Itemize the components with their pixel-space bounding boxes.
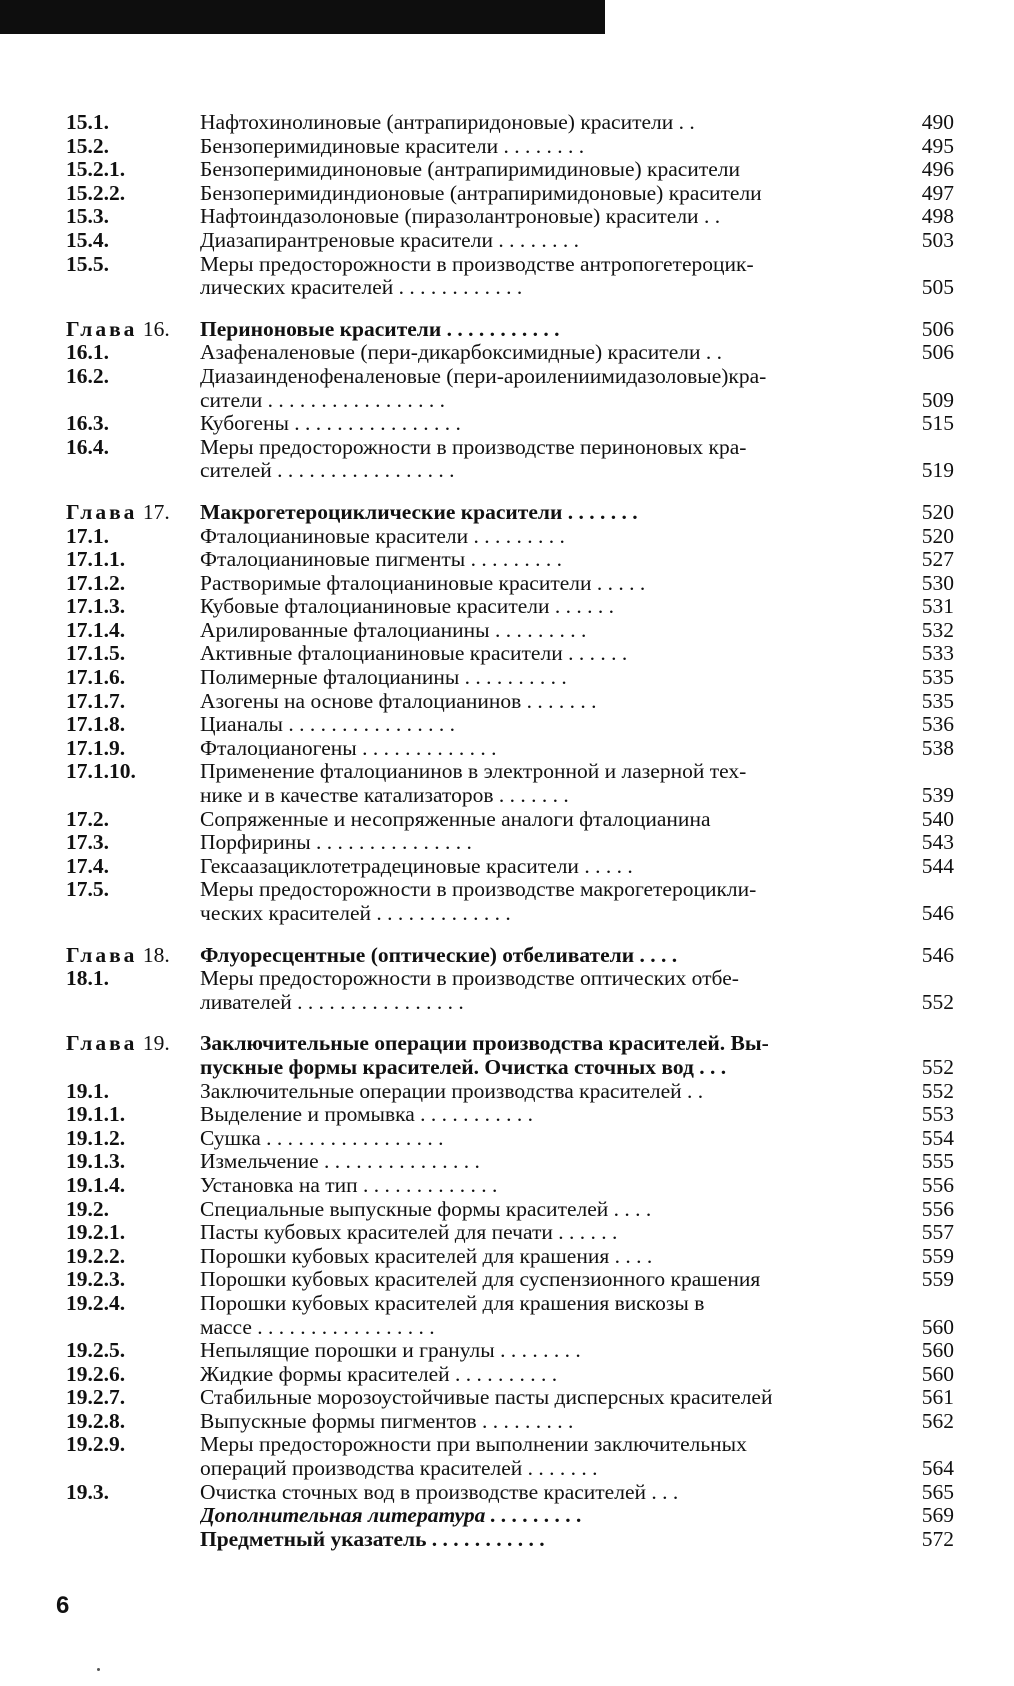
- toc-row: [66, 855, 954, 879]
- toc-row: [66, 642, 954, 666]
- page-number: 6: [56, 1592, 70, 1619]
- chapter-row: [66, 1032, 954, 1056]
- section-gap: [66, 300, 954, 318]
- entry-title: Полимерные фталоцианины . . . . . . . . . .: [200, 666, 567, 690]
- page-reference: 560: [921, 1338, 954, 1363]
- entry-title: сители . . . . . . . . . . . . . . . . .: [200, 388, 445, 412]
- entry-title: операций производства красителей . . . . . . .: [200, 1457, 598, 1481]
- page-reference: 527: [921, 547, 954, 572]
- section-number: 19.1.2.: [66, 1125, 126, 1150]
- entry-title: Применение фталоцианинов в электронной и лазерной тех-: [200, 760, 747, 784]
- toc-row: [66, 229, 954, 253]
- entry-title: Измельчение . . . . . . . . . . . . . . .: [200, 1150, 480, 1174]
- section-number: 17.1.10.: [66, 759, 136, 784]
- section-number: 19.2.6.: [66, 1361, 126, 1386]
- section-number: 19.2.3.: [66, 1267, 126, 1292]
- entry-title: сителей . . . . . . . . . . . . . . . . .: [200, 459, 455, 483]
- page-reference: 506: [921, 340, 954, 365]
- toc-row: [66, 1080, 954, 1104]
- page-reference: 539: [921, 783, 954, 808]
- page-reference: 540: [921, 806, 954, 831]
- entry-title: Меры предосторожности в производстве периноновых кра-: [200, 435, 747, 459]
- toc-row: [66, 666, 954, 690]
- section-number: 17.1.1.: [66, 547, 126, 572]
- chapter-label: [66, 944, 200, 968]
- section-number: 15.1.: [66, 110, 109, 134]
- section-number: 15.2.: [66, 133, 109, 158]
- chapter-row: [66, 501, 954, 525]
- page-reference: 519: [921, 458, 954, 483]
- toc-row: [66, 548, 954, 572]
- section-number: 19.2.: [66, 1196, 109, 1221]
- toc-row: [66, 760, 954, 784]
- page-reference: 509: [921, 387, 954, 412]
- entry-title: Азогены на основе фталоцианинов . . . . . . .: [200, 689, 597, 713]
- page-reference: 556: [921, 1172, 954, 1197]
- page-reference: 520: [921, 499, 954, 524]
- entry-title: Порошки кубовых красителей для крашения вискозы в: [200, 1291, 705, 1315]
- section-number: 16.3.: [66, 411, 109, 436]
- entry-title: ливателей . . . . . . . . . . . . . . . .: [200, 990, 464, 1014]
- entry-title: Специальные выпускные формы красителей . . . .: [200, 1197, 652, 1221]
- page-reference: 553: [921, 1102, 954, 1127]
- section-gap: [66, 926, 954, 944]
- toc-row: [66, 158, 954, 182]
- toc-row: [66, 737, 954, 761]
- section-number: 17.5.: [66, 877, 109, 902]
- page-reference: 543: [921, 830, 954, 855]
- toc-row: [66, 1150, 954, 1174]
- section-number: 15.3.: [66, 204, 109, 229]
- toc-row: [66, 1410, 954, 1434]
- entry-title: Растворимые фталоцианиновые красители . . . . .: [200, 571, 646, 595]
- page-reference: 535: [921, 688, 954, 713]
- page-reference: 503: [921, 227, 954, 252]
- toc-row: [66, 135, 954, 159]
- page-reference: 556: [921, 1196, 954, 1221]
- page-reference: 533: [921, 641, 954, 666]
- section-number: 16.4.: [66, 434, 109, 459]
- section-number: 17.1.7.: [66, 688, 126, 713]
- page-reference: 559: [921, 1267, 954, 1292]
- entry-title: Кубогены . . . . . . . . . . . . . . . .: [200, 412, 461, 436]
- section-number: 17.1.: [66, 523, 109, 548]
- toc-row: [66, 595, 954, 619]
- chapter-word: Глава: [66, 499, 138, 524]
- chapter-number: 16.: [142, 316, 170, 341]
- toc-row: [66, 389, 954, 413]
- entry-title: Меры предосторожности при выполнении заключительных: [200, 1433, 747, 1457]
- section-number: 15.4.: [66, 227, 109, 252]
- chapter-row: [66, 944, 954, 968]
- entry-title: нике и в качестве катализаторов . . . . . . .: [200, 784, 569, 808]
- entry-title: Сушка . . . . . . . . . . . . . . . . .: [200, 1126, 444, 1150]
- section-number: 17.1.4.: [66, 617, 126, 642]
- toc-row: [66, 365, 954, 389]
- entry-title: Стабильные морозоустойчивые пасты дисперсных красителей: [200, 1386, 773, 1410]
- section-number: 17.1.3.: [66, 594, 126, 619]
- entry-title: Очистка сточных вод в производстве красителей . . .: [200, 1480, 679, 1504]
- page-reference: 560: [921, 1361, 954, 1386]
- section-number: 19.2.5.: [66, 1338, 126, 1363]
- entry-title: Предметный указатель . . . . . . . . . . .: [200, 1527, 545, 1551]
- entry-title: Арилированные фталоцианины . . . . . . . . .: [200, 618, 587, 642]
- page-reference: 544: [921, 853, 954, 878]
- page-reference: 562: [921, 1408, 954, 1433]
- toc-row: [66, 525, 954, 549]
- section-number: 16.1.: [66, 340, 109, 365]
- entry-title: Фталоцианиновые красители . . . . . . . . .: [200, 524, 565, 548]
- chapter-number: 17.: [142, 499, 170, 524]
- toc-row: [66, 1056, 954, 1080]
- page-reference: 495: [921, 133, 954, 158]
- entry-title: Меры предосторожности в производстве антропогетероцик-: [200, 252, 754, 276]
- entry-title: Диазаинденофеналеновые (пери-ароилениимидазоловые)кра-: [200, 364, 767, 388]
- section-number: 19.2.1.: [66, 1220, 126, 1245]
- entry-title: Пасты кубовых красителей для печати . . . . . .: [200, 1221, 618, 1245]
- page-reference: 555: [921, 1149, 954, 1174]
- entry-title: Нафтохинолиновые (антрапиридоновые) красители . .: [200, 111, 695, 134]
- page-reference: 496: [921, 157, 954, 182]
- page-reference: 530: [921, 570, 954, 595]
- toc-row: [66, 1316, 954, 1340]
- chapter-label: [66, 1032, 200, 1056]
- toc-row: [66, 1339, 954, 1363]
- entry-title: массе . . . . . . . . . . . . . . . . .: [200, 1315, 435, 1339]
- chapter-word: Глава: [66, 1031, 138, 1056]
- toc-row: [66, 967, 954, 991]
- entry-title: Выделение и промывка . . . . . . . . . . .: [200, 1103, 534, 1127]
- section-number: 19.2.7.: [66, 1385, 126, 1410]
- toc-row: [66, 1504, 954, 1528]
- page-reference: 536: [921, 712, 954, 737]
- toc-row: [66, 1481, 954, 1505]
- entry-title: Азафеналеновые (пери-дикарбоксимидные) красители . .: [200, 341, 722, 365]
- section-number: 17.3.: [66, 830, 109, 855]
- page-reference: 554: [921, 1125, 954, 1150]
- entry-title: Порошки кубовых красителей для крашения . . . .: [200, 1244, 653, 1268]
- page-reference: 531: [921, 594, 954, 619]
- entry-title: Бензоперимидиндионовые (антрапиримидоновые) красители: [200, 181, 762, 205]
- page-reference: 538: [921, 735, 954, 760]
- scan-speck: [97, 1668, 100, 1671]
- entry-title: Меры предосторожности в производстве макрогетероцикли-: [200, 878, 757, 902]
- page-reference: 569: [921, 1503, 954, 1528]
- entry-title: Порошки кубовых красителей для суспензионного крашения: [200, 1268, 761, 1292]
- page-reference: 506: [921, 316, 954, 341]
- page-reference: 498: [921, 204, 954, 229]
- toc-row: [66, 341, 954, 365]
- section-number: 15.2.2.: [66, 180, 126, 205]
- entry-title: Сопряженные и несопряженные аналоги фталоцианина: [200, 807, 711, 831]
- section-number: 17.1.9.: [66, 735, 126, 760]
- entry-title: Выпускные формы пигментов . . . . . . . . .: [200, 1409, 574, 1433]
- entry-title: Макрогетероциклические красители . . . . . . .: [200, 500, 638, 524]
- entry-title: Активные фталоцианиновые красители . . . . . .: [200, 642, 628, 666]
- entry-title: Порфирины . . . . . . . . . . . . . . .: [200, 831, 472, 855]
- chapter-number: 19.: [142, 1031, 170, 1056]
- toc-row: [66, 1245, 954, 1269]
- entry-title: Непылящие порошки и гранулы . . . . . . . .: [200, 1339, 581, 1363]
- toc-row: [66, 182, 954, 206]
- section-number: 17.1.8.: [66, 712, 126, 737]
- toc-row: [66, 253, 954, 277]
- page-reference: 532: [921, 617, 954, 642]
- entry-title: Установка на тип . . . . . . . . . . . . .: [200, 1173, 498, 1197]
- page-reference: 546: [921, 901, 954, 925]
- section-number: 19.1.3.: [66, 1149, 126, 1174]
- page-reference: 535: [921, 665, 954, 690]
- page-reference: 552: [921, 1078, 954, 1103]
- chapter-word: Глава: [66, 316, 138, 341]
- toc-row: [66, 619, 954, 643]
- toc-row: [66, 1363, 954, 1387]
- section-number: 19.1.4.: [66, 1172, 126, 1197]
- page-reference: 515: [921, 411, 954, 436]
- entry-title: Цианалы . . . . . . . . . . . . . . . .: [200, 713, 455, 737]
- toc-row: [66, 1127, 954, 1151]
- section-gap: [66, 483, 954, 501]
- toc-row: [66, 1386, 954, 1410]
- toc-row: [66, 1198, 954, 1222]
- entry-title: Заключительные операции производства красителей. Вы-: [200, 1032, 769, 1056]
- page-reference: 552: [921, 1054, 954, 1079]
- toc-row: [66, 831, 954, 855]
- chapter-label: [66, 501, 200, 525]
- section-number: 17.2.: [66, 806, 109, 831]
- chapter-row: [66, 318, 954, 342]
- section-number: 18.1.: [66, 966, 109, 991]
- page-reference: 565: [921, 1479, 954, 1504]
- entry-title: Бензоперимидиновые красители . . . . . . . .: [200, 134, 585, 158]
- toc-row: [66, 1433, 954, 1457]
- entry-title: Фталоцианогены . . . . . . . . . . . . .: [200, 736, 497, 760]
- page-reference: 497: [921, 180, 954, 205]
- toc-row: [66, 1174, 954, 1198]
- table-of-contents: [66, 111, 954, 1551]
- toc-row: [66, 111, 954, 135]
- section-number: 19.2.9.: [66, 1432, 126, 1457]
- page-reference: 560: [921, 1314, 954, 1339]
- toc-row: [66, 784, 954, 808]
- toc-row: [66, 1528, 954, 1552]
- toc-row: [66, 991, 954, 1015]
- section-number: 15.5.: [66, 251, 109, 276]
- entry-title: Нафтоиндазолоновые (пиразолантроновые) красители . .: [200, 205, 721, 229]
- toc-row: [66, 1457, 954, 1481]
- scan-top-shadow: [0, 0, 605, 34]
- toc-row: [66, 205, 954, 229]
- page-reference: 557: [921, 1220, 954, 1245]
- entry-title: Гексаазациклотетрадециновые красители . . . . .: [200, 854, 633, 878]
- entry-title: лических красителей . . . . . . . . . . . .: [200, 276, 523, 300]
- section-number: 19.2.4.: [66, 1290, 126, 1315]
- section-number: 19.2.8.: [66, 1408, 126, 1433]
- page-reference: 561: [921, 1385, 954, 1410]
- entry-title: Кубовые фталоцианиновые красители . . . . . .: [200, 595, 614, 619]
- toc-row: [66, 412, 954, 436]
- toc-row: [66, 902, 954, 926]
- toc-row: [66, 690, 954, 714]
- toc-row: [66, 808, 954, 832]
- entry-title: Периноновые красители . . . . . . . . . . .: [200, 317, 560, 341]
- section-gap: [66, 1014, 954, 1032]
- page-reference: 564: [921, 1456, 954, 1481]
- page-reference: 552: [921, 989, 954, 1014]
- entry-title: ческих красителей . . . . . . . . . . . . .: [200, 902, 511, 925]
- entry-title: Фталоцианиновые пигменты . . . . . . . . .: [200, 548, 562, 572]
- page-reference: 520: [921, 523, 954, 548]
- section-number: 17.1.2.: [66, 570, 126, 595]
- chapter-label: [66, 318, 200, 342]
- toc-row: [66, 459, 954, 483]
- chapter-number: 18.: [142, 942, 170, 967]
- section-number: 17.1.5.: [66, 641, 126, 666]
- page-reference: 490: [921, 110, 954, 134]
- page-reference: 572: [921, 1526, 954, 1551]
- toc-row: [66, 276, 954, 300]
- toc-row: [66, 713, 954, 737]
- entry-title: Диазапирантреновые красители . . . . . . . .: [200, 228, 579, 252]
- section-number: 17.1.6.: [66, 665, 126, 690]
- section-number: 19.2.2.: [66, 1243, 126, 1268]
- entry-title: Заключительные операции производства красителей . .: [200, 1079, 704, 1103]
- toc-row: [66, 436, 954, 460]
- chapter-word: Глава: [66, 942, 138, 967]
- entry-title: Жидкие формы красителей . . . . . . . . . .: [200, 1362, 558, 1386]
- toc-row: [66, 1103, 954, 1127]
- section-number: 16.2.: [66, 363, 109, 388]
- section-number: 17.4.: [66, 853, 109, 878]
- toc-row: [66, 572, 954, 596]
- toc-row: [66, 1268, 954, 1292]
- entry-title: Флуоресцентные (оптические) отбеливатели . . . .: [200, 943, 678, 967]
- entry-title: пускные формы красителей. Очистка сточных вод . . .: [200, 1055, 727, 1079]
- entry-title: Дополнительная литература . . . . . . . . .: [200, 1504, 583, 1528]
- toc-row: [66, 878, 954, 902]
- section-number: 19.3.: [66, 1479, 109, 1504]
- entry-title: Бензоперимидиноновые (антрапиримидиновые) красители: [200, 158, 740, 182]
- section-number: 19.1.1.: [66, 1102, 126, 1127]
- section-number: 19.1.: [66, 1078, 109, 1103]
- page-reference: 505: [921, 275, 954, 300]
- toc-row: [66, 1221, 954, 1245]
- page-reference: 546: [921, 942, 954, 967]
- section-number: 15.2.1.: [66, 157, 126, 182]
- toc-row: [66, 1292, 954, 1316]
- entry-title: Меры предосторожности в производстве оптических отбе-: [200, 967, 739, 991]
- page-reference: 559: [921, 1243, 954, 1268]
